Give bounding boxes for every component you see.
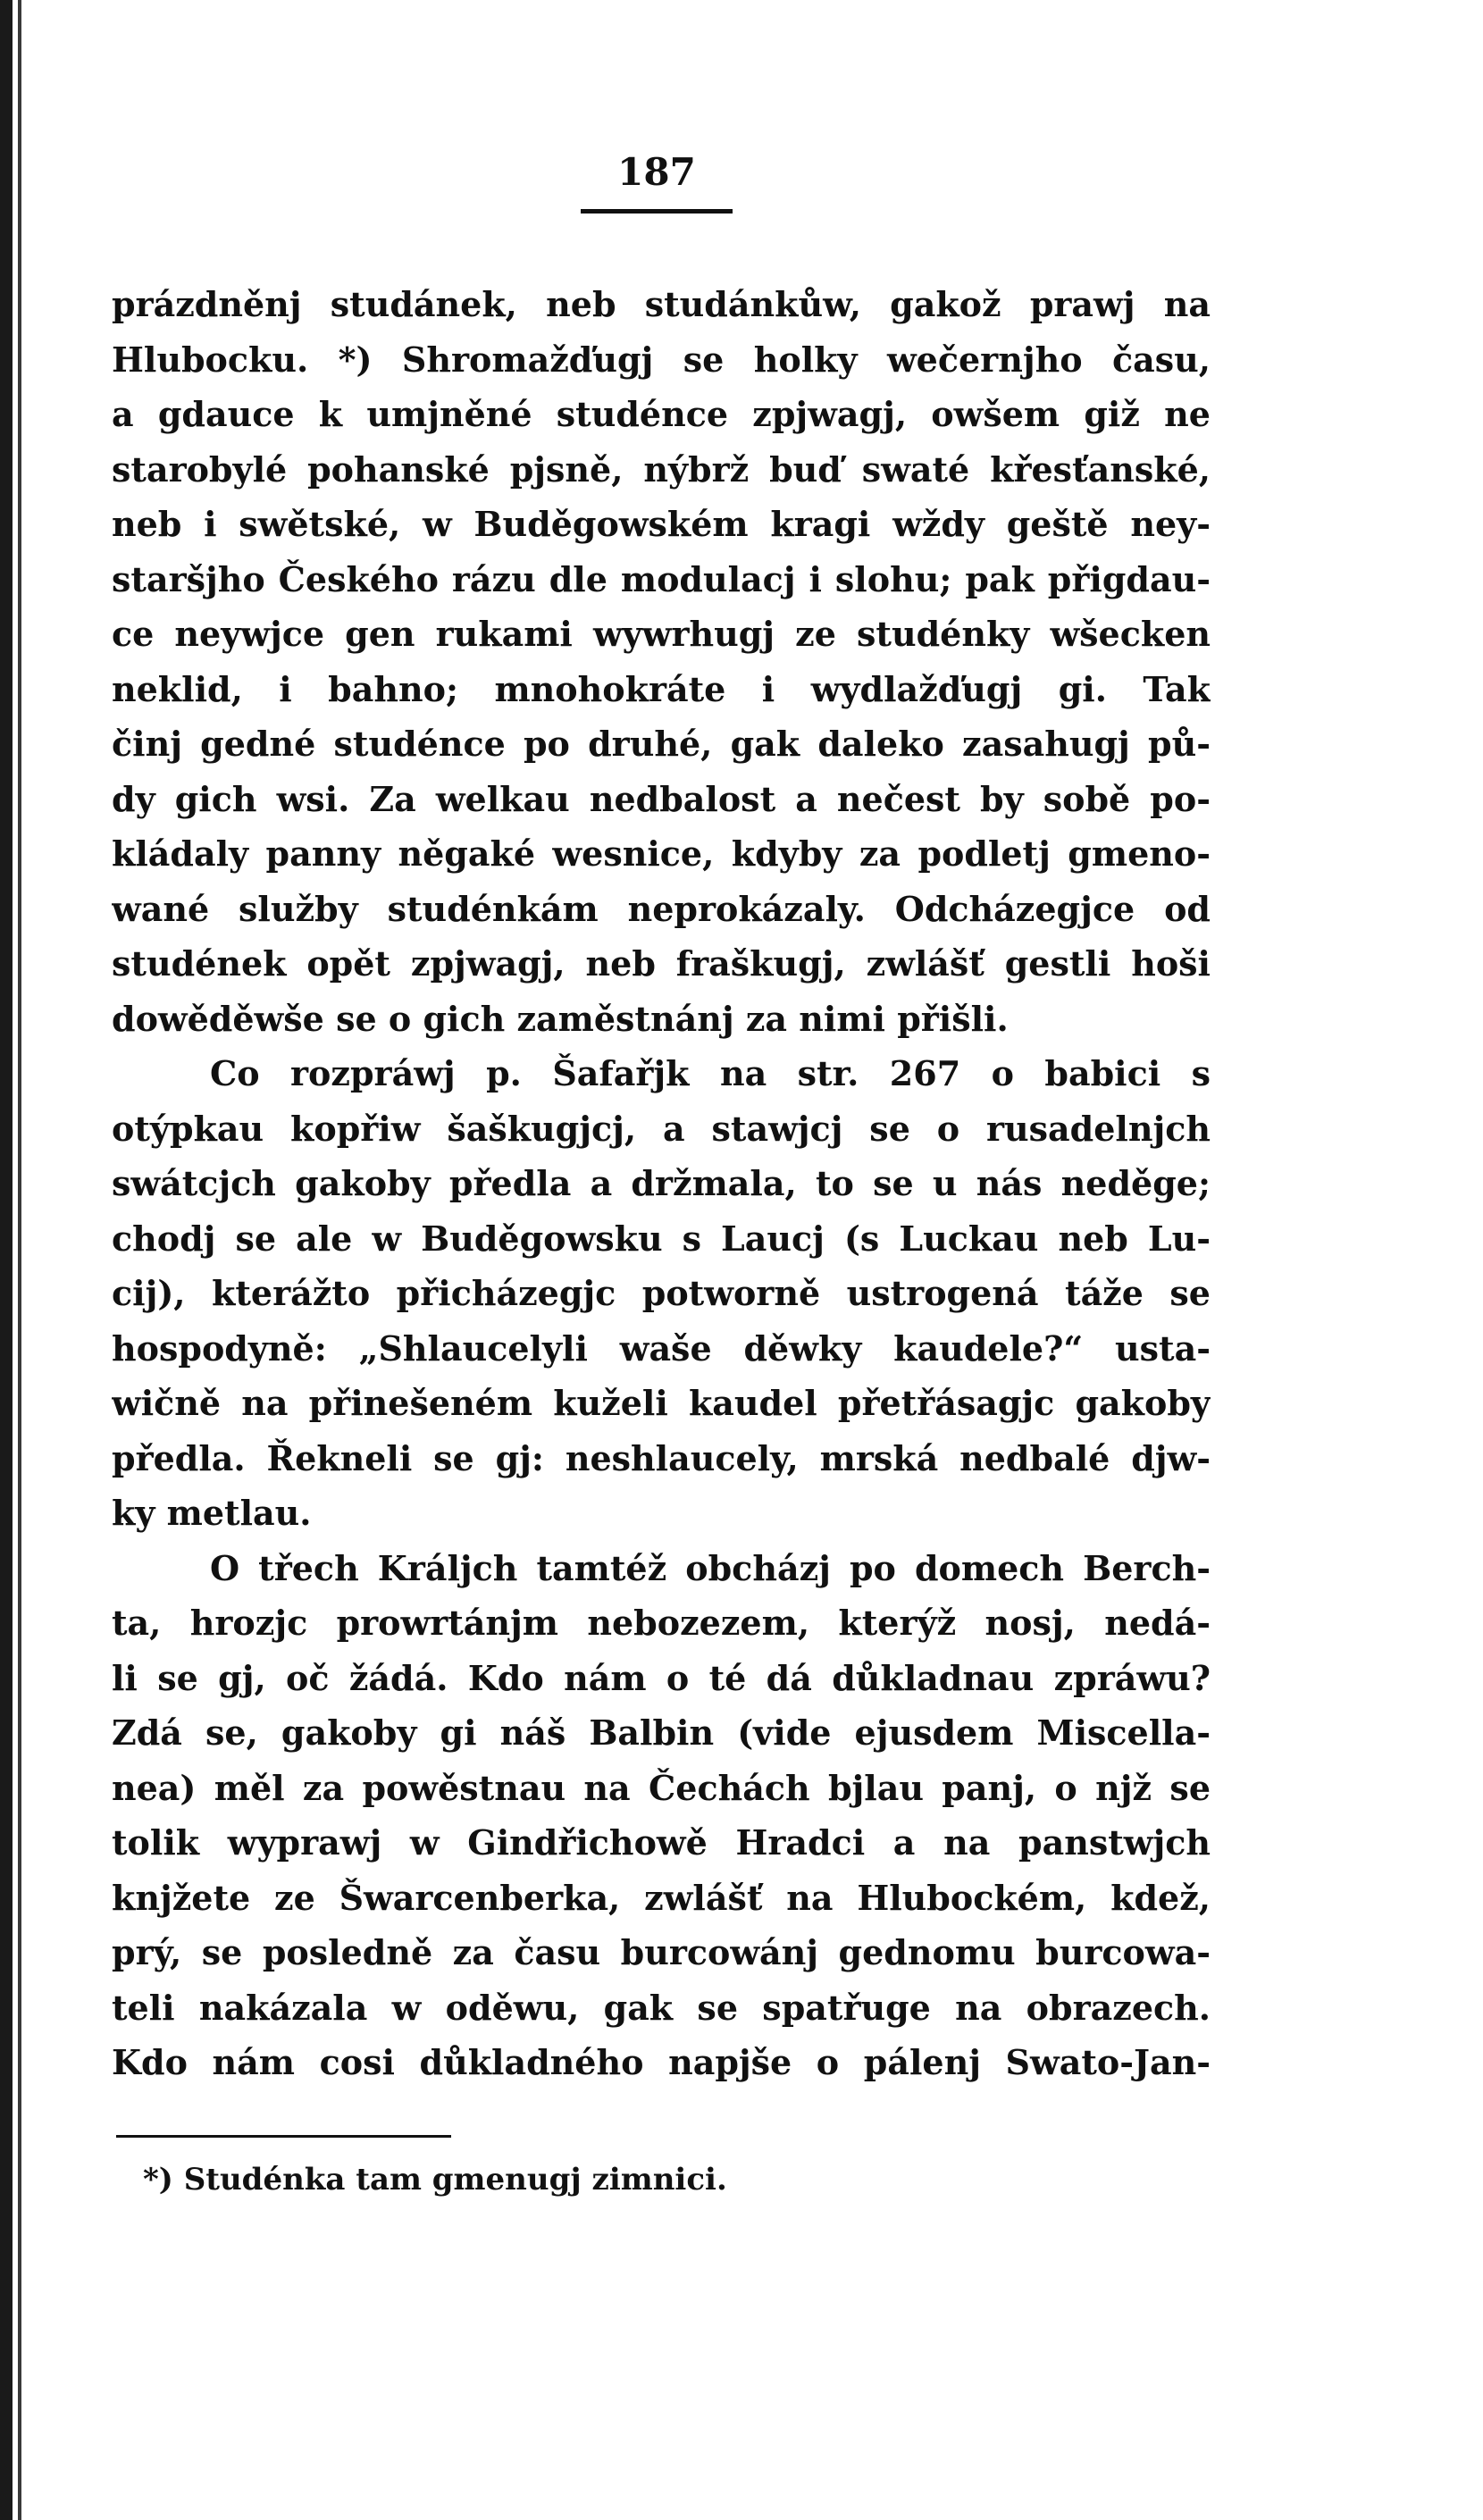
text-line: li se gj, oč žádá. Kdo nám o té dá důkladnau zpráwu? <box>112 1657 1211 1698</box>
text-line: a gdauce k umjněné studénce zpjwagj, owšem giž ne <box>112 394 1211 434</box>
text-line: dy gich wsi. Za welkau nedbalost a nečest by sobě po- <box>112 778 1211 819</box>
footnote: *) Studénka tam gmenugj zimnici. <box>143 2162 727 2198</box>
text-line: wané služby studénkám neprokázaly. Odcházegjce od <box>112 888 1211 929</box>
text-line: Co rozpráwj p. Šafařjk na str. 267 o babici s <box>210 1053 1211 1093</box>
text-line: ky metlau. <box>112 1493 312 1533</box>
text-line: činj gedné studénce po druhé, gak daleko zasahugj pů- <box>112 724 1211 764</box>
footnote-rule <box>116 2135 451 2138</box>
text-line: prý, se posledně za času burcowánj gednomu burcowa- <box>112 1932 1211 1972</box>
text-line: wičně na přinešeném kuželi kaudel přetřásagjc gakoby <box>112 1383 1211 1423</box>
text-line: cij), kterážto přicházegjc potworně ustrogená táže se <box>112 1273 1211 1313</box>
text-line: hospodyně: „Shlaucelyli waše děwky kaudele?“ usta- <box>112 1327 1211 1369</box>
body-text <box>112 277 1211 2090</box>
text-line: prázdněnj studánek, neb studánkůw, gakož prawj na <box>112 284 1211 324</box>
text-line: teli nakázala w oděwu, gak se spatřuge na obrazech. <box>112 1987 1211 2028</box>
page-edge-line <box>18 0 21 2520</box>
text-line: studének opět zpjwagj, neb fraškugj, zwlášť gestli hoši <box>112 943 1211 984</box>
page-edge-shadow <box>0 0 13 2520</box>
text-line: Hlubocku. *) Shromažďugj se holky wečernjho času, <box>112 339 1211 380</box>
text-line: knjžete ze Šwarcenberka, zwlášť na Hlubockém, kdež, <box>112 1877 1211 1918</box>
text-line: ta, hrozjc prowrtánjm nebozezem, kterýž nosj, nedá- <box>112 1603 1211 1643</box>
text-line: starobylé pohanské pjsně, nýbrž buď swaté křesťanské, <box>112 448 1211 490</box>
text-line: neb i swětské, w Buděgowském kragi wždy geště ney- <box>112 504 1211 544</box>
page-number-rule <box>581 209 733 213</box>
text-line: chodj se ale w Buděgowsku s Laucj (s Luckau neb Lu- <box>112 1218 1211 1259</box>
text-line: Kdo nám cosi důkladného napjše o pálenj Swato-Jan- <box>112 2042 1211 2082</box>
text-line: tolik wyprawj w Gindřichowě Hradci a na panstwjch <box>112 1822 1211 1863</box>
text-line: nea) měl za powěstnau na Čechách bjlau panj, o njž se <box>112 1767 1211 1808</box>
text-line: kládaly panny něgaké wesnice, kdyby za podletj gmeno- <box>112 833 1211 874</box>
text-line: Zdá se, gakoby gi náš Balbin (vide ejusdem Miscella- <box>112 1712 1211 1753</box>
text-line: otýpkau kopřiw šaškugjcj, a stawjcj se o rusadelnjch <box>112 1108 1211 1149</box>
text-line: staršjho Českého rázu dle modulacj i slohu; pak přigdau- <box>112 558 1211 599</box>
text-line: dowěděwše se o gich zaměstnánj za nimi přišli. <box>112 998 1009 1039</box>
text-line: swátcjch gakoby předla a držmala, to se u nás neděge; <box>112 1163 1211 1203</box>
text-line: ce neywjce gen rukami wywrhugj ze studénky wšecken <box>112 614 1211 654</box>
text-line: O třech Králjch tamtéž obcházj po domech Berch- <box>210 1547 1211 1588</box>
text-line: předla. Řekneli se gj: neshlaucely, mrská nedbalé djw- <box>112 1437 1211 1478</box>
text-line: neklid, i bahno; mnohokráte i wydlažďugj gi. Tak <box>112 668 1211 709</box>
page-number: 187 <box>617 150 696 194</box>
